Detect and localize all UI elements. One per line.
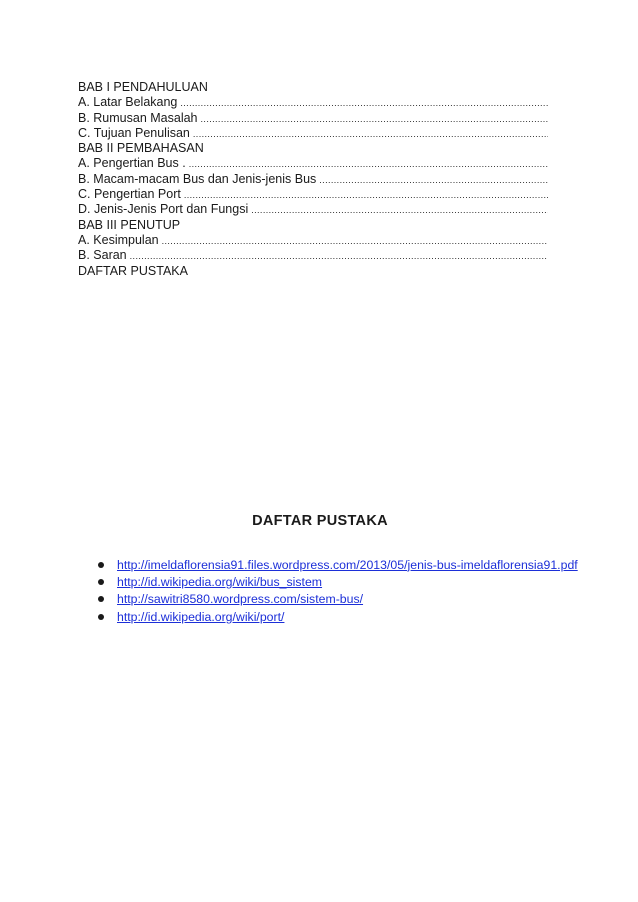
dot-leader [162,234,548,249]
toc-label: B. Rumusan Masalah [78,110,198,125]
toc-label: B. Saran [78,248,127,263]
toc-entry [78,156,548,171]
toc-references [78,264,548,279]
dot-leader [180,96,548,111]
dot-leader [201,112,548,127]
reference-link[interactable]: http://id.wikipedia.org/wiki/bus_sistem [117,574,323,589]
bullet-icon [98,614,104,620]
dot-leader [319,173,548,188]
reference-link[interactable]: http://sawitri8580.wordpress.com/sistem-bus/ [117,592,364,607]
toc-label: D. Jenis-Jenis Port dan Fungsi [78,202,249,217]
toc-entry [78,172,548,187]
list-item [98,608,638,625]
reference-link[interactable]: http://id.wikipedia.org/wiki/port/ [117,609,285,624]
toc-entry [78,187,548,202]
bullet-icon [98,579,104,585]
list-item [98,591,638,608]
bullet-icon [98,562,104,568]
references-title: DAFTAR PUSTAKA [252,513,388,529]
toc-entry [78,126,548,141]
toc-chapter-2 [78,141,548,156]
toc-label: BAB II PEMBAHASAN [78,141,204,156]
toc-entry [78,248,548,263]
toc-entry [78,111,548,126]
references-section [0,513,638,625]
dot-leader [189,157,548,172]
dot-leader [193,127,548,142]
toc-chapter-3 [78,218,548,233]
toc-chapter-1 [78,80,548,95]
toc-label: BAB III PENUTUP [78,217,181,232]
toc-label: A. Pengertian Bus . [78,156,186,171]
table-of-contents [78,80,548,279]
dot-leader [130,249,548,264]
bullet-icon [98,596,104,602]
toc-entry [78,233,548,248]
toc-label: BAB I PENDAHULUAN [78,80,208,94]
toc-label: C. Tujuan Penulisan [78,125,190,140]
toc-label: DAFTAR PUSTAKA [78,263,188,278]
references-list [98,556,638,625]
toc-label: B. Macam-macam Bus dan Jenis-jenis Bus [78,171,317,186]
toc-label: C. Pengertian Port [78,187,181,202]
dot-leader [184,188,548,203]
reference-link[interactable]: http://imeldaflorensia91.files.wordpress.com/2013/05/jenis-bus-imeldaflorensia91.pdf [117,557,578,572]
list-item [98,556,638,573]
dot-leader [251,203,548,218]
toc-entry [78,95,548,110]
toc-entry [78,202,548,217]
toc-label: A. Kesimpulan [78,232,159,247]
toc-label: A. Latar Belakang [78,95,178,110]
list-item [98,573,638,590]
